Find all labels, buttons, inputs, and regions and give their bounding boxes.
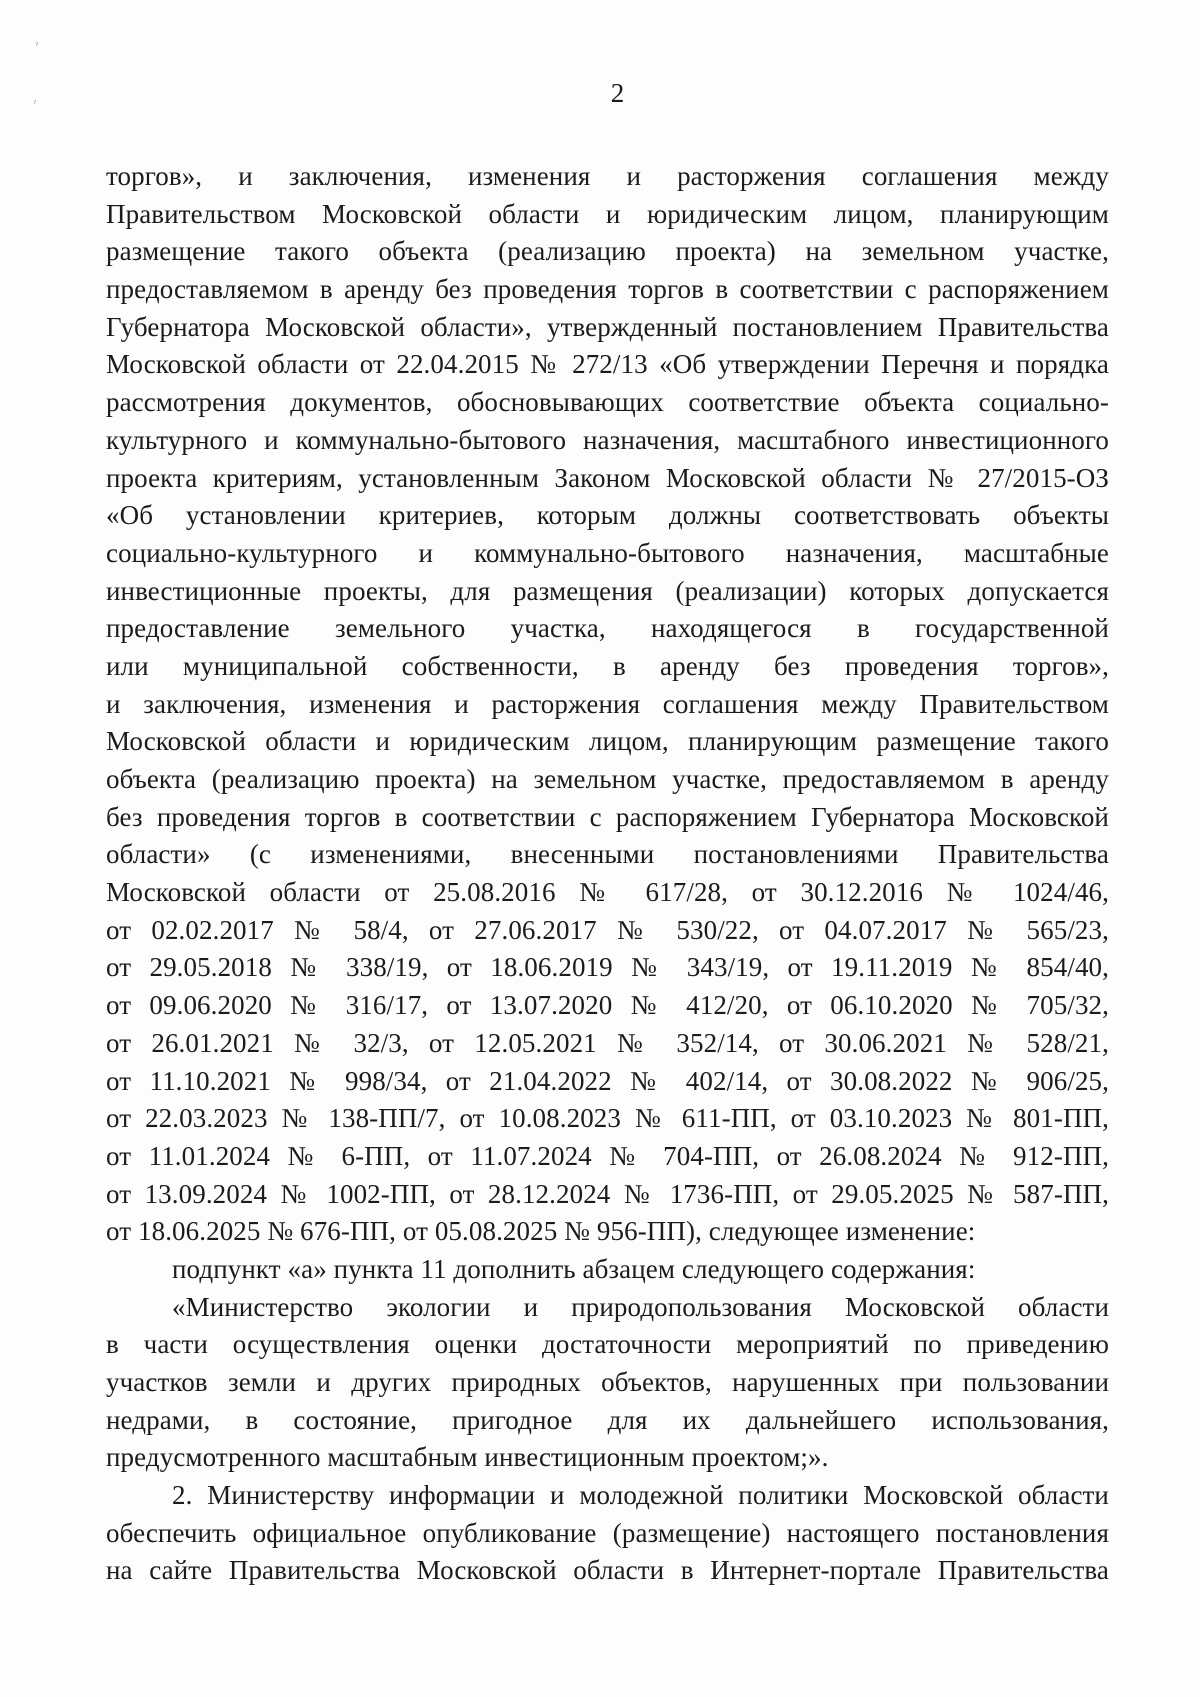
text-line: и заключения, изменения и расторжения соглашения между Правительством xyxy=(106,688,1109,719)
text-line: предусмотренного масштабным инвестиционным проектом;». xyxy=(106,1442,829,1473)
text-line: Губернатора Московской области», утвержденный постановлением Правительства xyxy=(106,311,1109,342)
text-line: от 11.01.2024 № 6-ПП, от 11.07.2024 № 704-ПП, от 26.08.2024 № 912-ПП, xyxy=(106,1140,1109,1171)
text-line: Правительством Московской области и юридическим лицом, планирующим xyxy=(106,198,1109,229)
text-line: Московской области от 25.08.2016 № 617/28, от 30.12.2016 № 1024/46, xyxy=(106,877,1109,908)
text-line: обеспечить официальное опубликование (размещение) настоящего постановления xyxy=(106,1517,1109,1548)
text-line: участков земли и других природных объектов, нарушенных при пользовании xyxy=(106,1367,1109,1397)
text-line: объекта (реализацию проекта) на земельном участке, предоставляемом в аренду xyxy=(106,764,1109,794)
text-line: от 29.05.2018 № 338/19, от 18.06.2019 № 343/19, от 19.11.2019 № 854/40, xyxy=(106,952,1109,983)
text-line: недрами, в состояние, пригодное для их дальнейшего использования, xyxy=(106,1404,1109,1435)
text-line: предоставляемом в аренду без проведения торгов в соответствии с распоряжением xyxy=(106,274,1109,305)
text-line: от 11.10.2021 № 998/34, от 21.04.2022 № 402/14, от 30.08.2022 № 906/25, xyxy=(106,1065,1109,1096)
text-line: предоставление земельного участка, находящегося в государственной xyxy=(106,613,1109,644)
text-line: 2. Министерству информации и молодежной политики Московской области xyxy=(172,1480,1109,1511)
document-body xyxy=(106,158,1109,1590)
scan-speck: ˀ xyxy=(33,99,37,110)
page-number: 2 xyxy=(610,78,625,108)
text-line: от 02.02.2017 № 58/4, от 27.06.2017 № 530/22, от 04.07.2017 № 565/23, xyxy=(106,914,1109,945)
text-line: от 09.06.2020 № 316/17, от 13.07.2020 № 412/20, от 06.10.2020 № 705/32, xyxy=(106,990,1109,1021)
text-line: Московской области и юридическим лицом, планирующим размещение такого xyxy=(106,726,1109,757)
text-line: размещение такого объекта (реализацию проекта) на земельном участке, xyxy=(106,236,1109,267)
text-line: Московской области от 22.04.2015 № 272/13 «Об утверждении Перечня и порядка xyxy=(106,349,1109,380)
text-line: без проведения торгов в соответствии с распоряжением Губернатора Московской xyxy=(106,801,1109,832)
text-line: от 22.03.2023 № 138-ПП/7, от 10.08.2023 № 611-ПП, от 03.10.2023 № 801-ПП, xyxy=(106,1103,1109,1134)
text-line: от 26.01.2021 № 32/3, от 12.05.2021 № 352/14, от 30.06.2021 № 528/21, xyxy=(106,1027,1109,1058)
scan-speck: ˀ xyxy=(35,41,39,52)
text-line: на сайте Правительства Московской области в Интернет-портале Правительства xyxy=(106,1555,1109,1586)
text-line: рассмотрения документов, обосновывающих соответствие объекта социально- xyxy=(106,387,1109,418)
text-line: в части осуществления оценки достаточности мероприятий по приведению xyxy=(106,1329,1109,1360)
text-line: инвестиционные проекты, для размещения (реализации) которых допускается xyxy=(106,575,1109,606)
text-line: от 18.06.2025 № 676-ПП, от 05.08.2025 № 956-ПП), следующее изменение: xyxy=(106,1216,976,1247)
text-line: или муниципальной собственности, в аренду без проведения торгов», xyxy=(106,650,1109,681)
text-line: «Министерство экологии и природопользования Московской области xyxy=(172,1291,1109,1322)
text-line: от 13.09.2024 № 1002-ПП, от 28.12.2024 № 1736-ПП, от 29.05.2025 № 587-ПП, xyxy=(106,1178,1109,1209)
text-line: проекта критериям, установленным Законом Московской области № 27/2015-ОЗ xyxy=(106,462,1109,493)
text-line: культурного и коммунально-бытового назначения, масштабного инвестиционного xyxy=(106,424,1109,455)
text-line: области» (с изменениями, внесенными постановлениями Правительства xyxy=(106,839,1109,870)
text-line: подпункт «а» пункта 11 дополнить абзацем следующего содержания: xyxy=(172,1253,976,1284)
text-line: «Об установлении критериев, которым должны соответствовать объекты xyxy=(106,500,1109,531)
text-line: социально-культурного и коммунально-бытового назначения, масштабные xyxy=(106,537,1109,568)
text-line: торгов», и заключения, изменения и расторжения соглашения между xyxy=(106,161,1109,191)
